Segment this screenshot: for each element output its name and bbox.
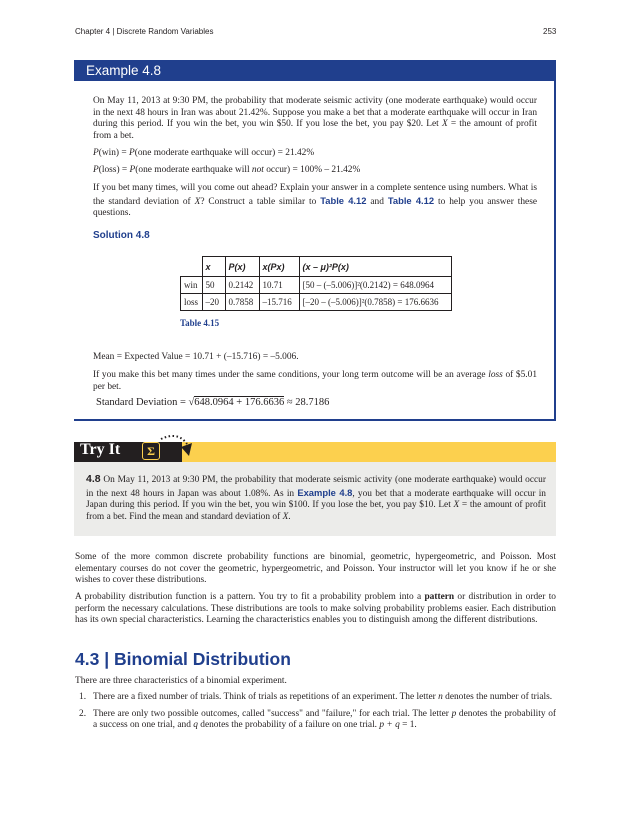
example-title-bar [74,60,556,81]
p-win-line: P(win) = P(one moderate earthquake will occur) = 21.42% [93,148,315,158]
table-row [181,277,452,294]
sigma-icon: Σ [142,442,160,460]
table-header-cell [181,257,203,277]
body-paragraph-1: Some of the more common discrete probability functions are binomial, geometric, hypergeometric, and Poisson. Most elementary courses do not cover the geometric, hypergeometric, and Poisson. Your instructor will let you know if he or she wishes to cover these distributions. [75,552,556,586]
example-4-8-link[interactable]: Example 4.8 [297,486,353,498]
table-cell: –15.716 [259,294,299,311]
table-cell: win [181,277,203,294]
table-caption: Table 4.15 [180,318,220,328]
table-cell: 50 [202,277,225,294]
sqrt-symbol: √ [188,397,195,408]
table-header-cell: x(Px) [259,257,299,277]
table-4-12-link-2[interactable]: Table 4.12 [387,194,435,206]
table-cell: loss [181,294,203,311]
solution-paragraph: If you make this bet many times under the same conditions, your long term outcome will be an average loss of $5.01 per bet. [93,370,538,392]
table-cell: [50 – (–5.006)]²(0.2142) = 648.0964 [299,277,451,294]
running-header-chapter: Chapter 4 | Discrete Random Variables [75,27,214,36]
example-paragraph-1: On May 11, 2013 at 9:30 PM, the probability that moderate seismic activity (one moderate earthquake) would occur in the next 48 hours in Iran was about 21.42%. Suppose you make a bet that a moderate earthquake will occur in Iran during this period. If you win the bet, you win $50. If you lose the bet, you pay $20. Let X = the amount of profit from a bet. [93,96,537,141]
example-title: Example 4.8 [86,63,162,78]
page-number: 253 [543,27,557,36]
try-it-label: Try It [80,441,121,458]
dotted-arrow-icon [158,432,194,462]
table-header-cell: (x – μ)²P(x) [299,257,451,277]
table-cell: 0.2142 [225,277,259,294]
list-item: 2. There are only two possible outcomes, called "success" and "failure," for each trial. The letter p denotes the probability of a success on one trial, and q denotes the probability of a failure on one trial. p + q = 1. [79,708,557,731]
list-item: 1. There are a fixed number of trials. Think of trials as repetitions of an experiment. The letter n denotes the number of trials. [79,692,553,702]
solution-table [180,256,452,311]
table-header-row [181,257,452,277]
section-title: 4.3 | Binomial Distribution [75,649,291,669]
table-header-cell: x [202,257,225,277]
table-cell: –20 [202,294,225,311]
body-paragraph-2: A probability distribution function is a pattern. You try to fit a probability problem into a pattern or distribution in order to perform the necessary calculations. These distributions are tools to make solving probability problems easier. Each distribution has its own special characteristics. Learning the characteristics enables you to distinguish among the different distributions. [75,592,556,626]
table-cell: 10.71 [259,277,299,294]
table-cell: [–20 – (–5.006)]²(0.7858) = 176.6636 [299,294,451,311]
mean-line: Mean = Expected Value = 10.71 + (–15.716) = –5.006. [93,352,299,362]
p-loss-line: P(loss) = P(one moderate earthquake will not occur) = 100% – 21.42% [93,165,361,175]
table-row [181,294,452,311]
try-it-text: 4.8 On May 11, 2013 at 9:30 PM, the probability that moderate seismic activity (one moderate earthquake) would occur in the next 48 hours in Japan was about 1.08%. As in Example 4.8, you bet that a moderate earthquake will occur in Japan during this period. If you win the bet, you win $100. If you lose the bet, you pay $10. Let X = the amount of profit from a bet. Find the mean and standard deviation of X. [86,473,547,522]
solution-title: Solution 4.8 [93,230,150,241]
table-cell: 0.7858 [225,294,259,311]
section-intro: There are three characteristics of a binomial experiment. [75,676,287,686]
standard-deviation-line: Standard Deviation = √648.0964 + 176.6636 ≈ 28.7186 [96,397,330,408]
table-4-12-link[interactable]: Table 4.12 [320,194,367,206]
characteristics-list [75,692,556,737]
example-paragraph-3: If you bet many times, will you come out ahead? Explain your answer in a complete sentence using numbers. What is the standard deviation of X? Construct a table similar to Table 4.12 and Table 4.12 to help you answer these questions. [93,183,538,219]
table-header-cell: P(x) [225,257,259,277]
